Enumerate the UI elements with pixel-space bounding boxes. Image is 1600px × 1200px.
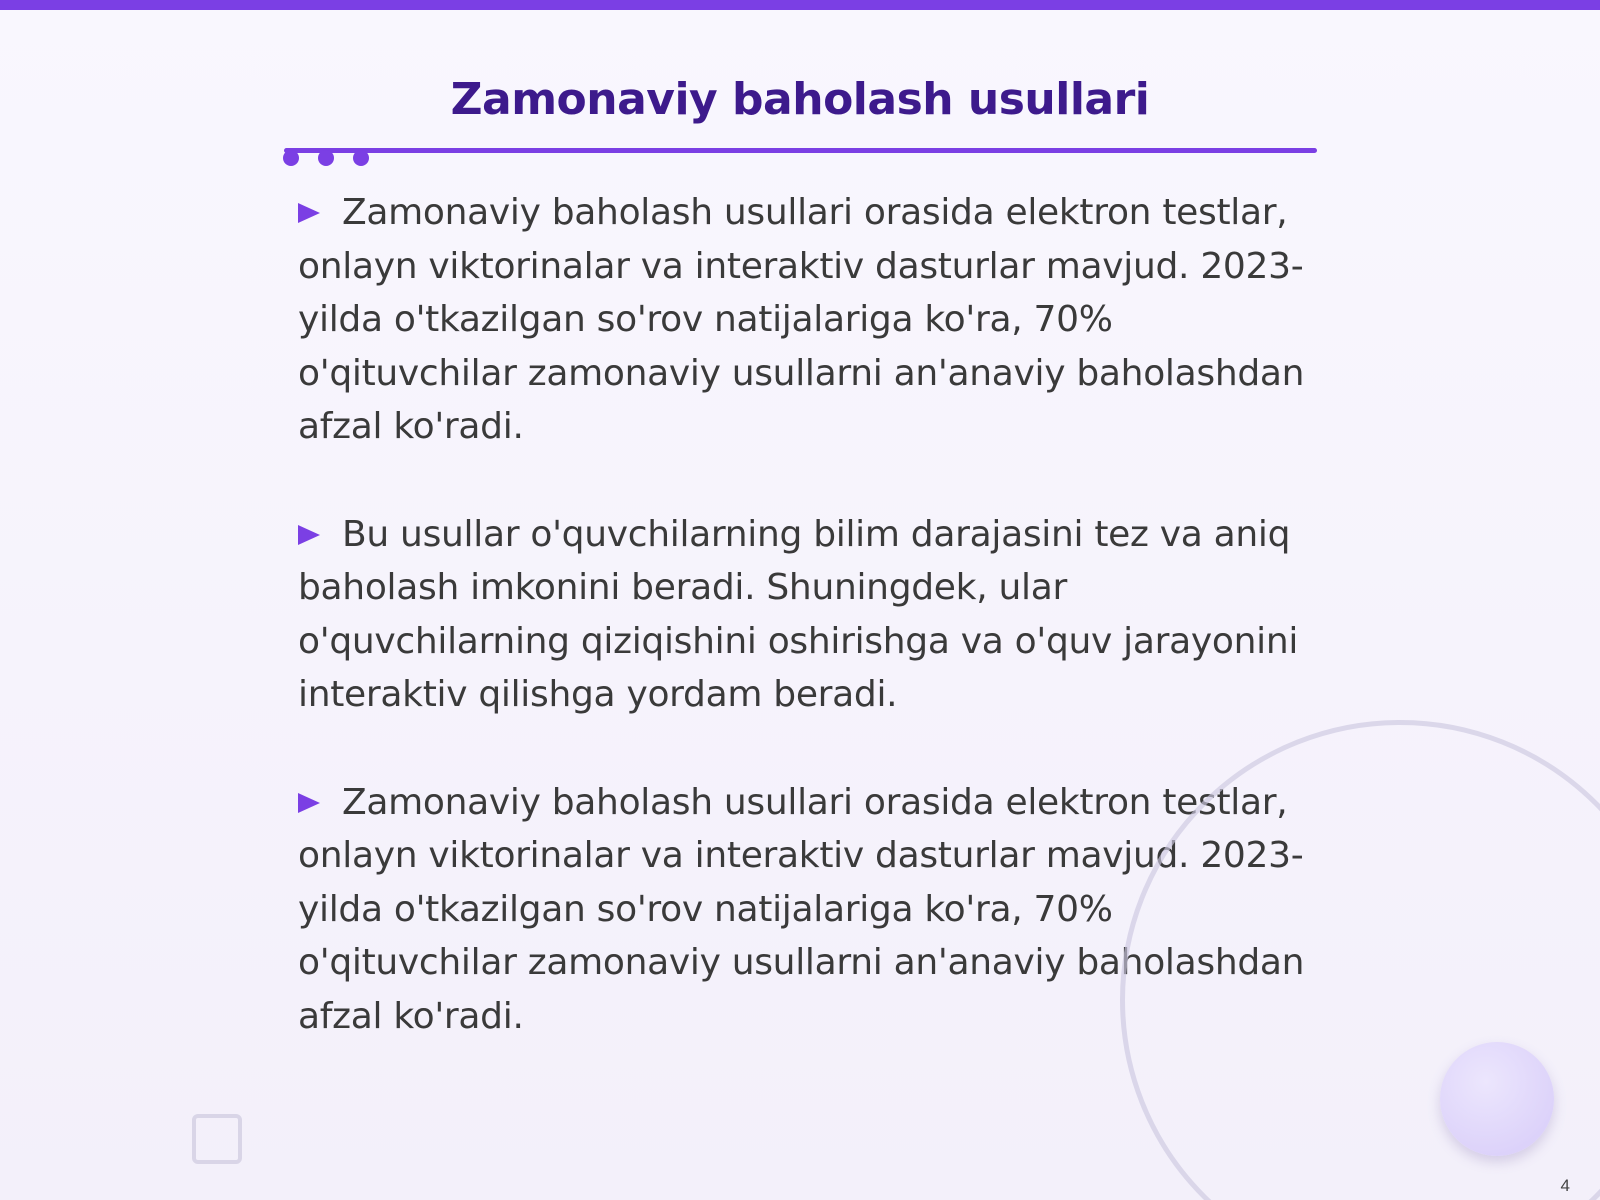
triangle-right-icon: [298, 793, 320, 813]
title-underline: [284, 148, 1317, 153]
bullet-item: [298, 508, 1318, 722]
bullet-text: Zamonaviy baholash usullari orasida elektron testlar, onlayn viktorinalar va interaktiv dasturlar mavjud. 2023-yilda o'tkazilgan so'rov natijalariga ko'ra, 70% o'qituvchilar zamonaviy usullarni an'anaviy baholashdan afzal ko'radi.: [298, 781, 1305, 1037]
decorative-dot: [353, 150, 369, 166]
decorative-circle: [1440, 1042, 1554, 1156]
decorative-square: [192, 1114, 242, 1164]
decorative-dot: [318, 150, 334, 166]
bullet-item: [298, 186, 1318, 454]
page-number: 4: [1560, 1176, 1570, 1195]
triangle-right-icon: [298, 203, 320, 223]
bullet-text: Zamonaviy baholash usullari orasida elektron testlar, onlayn viktorinalar va interaktiv dasturlar mavjud. 2023-yilda o'tkazilgan so'rov natijalariga ko'ra, 70% o'qituvchilar zamonaviy usullarni an'anaviy baholashdan afzal ko'radi.: [298, 192, 1305, 447]
bullet-text: Bu usullar o'quvchilarning bilim darajasini tez va aniq baholash imkonini beradi. Shuningdek, ular o'quvchilarning qiziqishini oshirishga va o'quv jarayonini interaktiv qilishga yordam beradi.: [298, 513, 1299, 715]
triangle-right-icon: [298, 525, 320, 545]
top-accent-bar: [0, 0, 1600, 10]
decorative-dot: [283, 150, 299, 166]
slide-title: Zamonaviy baholash usullari: [450, 74, 1150, 125]
